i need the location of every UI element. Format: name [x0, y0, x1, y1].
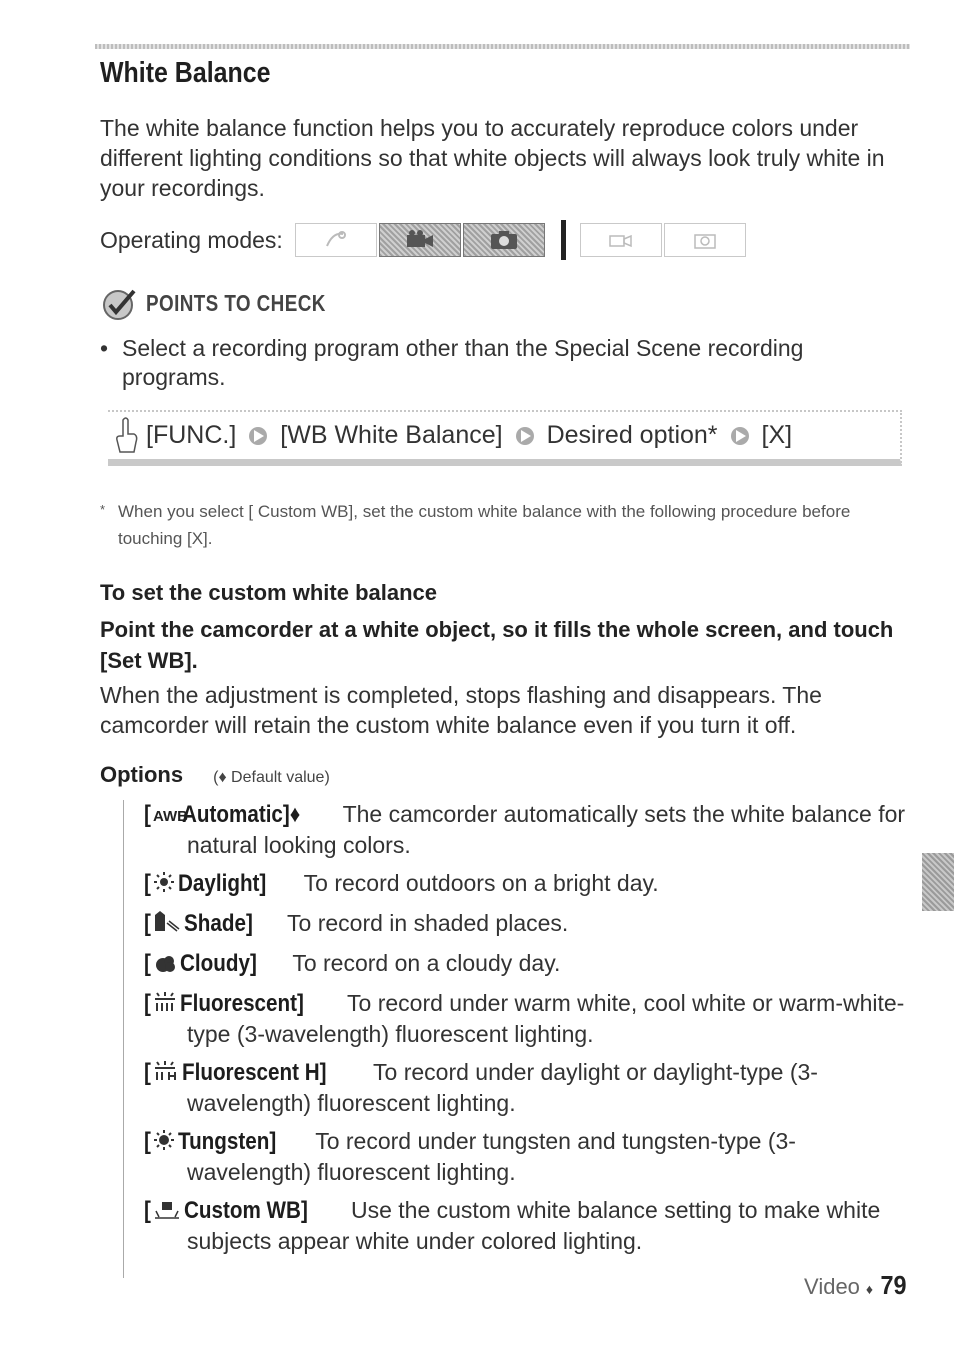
option-bracket: [ [144, 1128, 151, 1155]
mode-separator [561, 220, 566, 260]
option-bracket: [ [144, 1197, 151, 1224]
option-description: To record outdoors on a bright day. [303, 870, 659, 896]
step-white-balance: [WB White Balance] [280, 421, 503, 449]
option-item [124, 869, 914, 900]
intro-paragraph: The white balance function helps you to accurately reproduce colors under different lighting conditions so that white objects will always look truly white in your recordings. [100, 115, 885, 201]
custom-wb-icon [153, 1198, 181, 1227]
option-description: To record under daylight or daylight-type (3-wavelength) fluorescent lighting. [187, 1059, 818, 1116]
option-bracket: [ [144, 870, 151, 897]
option-item [124, 909, 914, 940]
auto-mode-icon [295, 223, 377, 257]
option-name: Fluorescent H] [182, 1059, 327, 1086]
cloud-icon [153, 951, 177, 980]
points-to-check-label: POINTS TO CHECK [146, 289, 326, 316]
step-arrow-icon [513, 426, 537, 446]
footer-separator: ♦ [865, 1281, 874, 1297]
page-footer [804, 1270, 908, 1301]
touch-hand-icon [114, 416, 140, 456]
footnote-text: When you select [ Custom WB], set the custom white balance with the following procedure before touching [X]. [118, 502, 851, 548]
options-list [123, 800, 914, 1278]
option-name: Custom WB] [184, 1197, 308, 1224]
bullet-text: Select a recording program other than the Special Scene recording programs. [122, 335, 804, 390]
options-label: Options [100, 762, 184, 787]
points-to-check [100, 285, 365, 321]
playback-movie-icon [580, 223, 662, 257]
option-name: Tungsten] [178, 1128, 277, 1155]
page-number: 79 [880, 1270, 907, 1300]
bullet-dot-icon: • [100, 335, 109, 361]
option-bracket: [ [144, 910, 151, 937]
footnote-marker: * [100, 502, 106, 517]
option-description: Use the custom white balance setting to make white subjects appear white under colored lighting. [187, 1197, 881, 1254]
bullet-item [100, 334, 910, 392]
operating-modes-label: Operating modes: [100, 226, 283, 253]
option-bracket: [ [144, 801, 151, 828]
option-bracket: [ [144, 1059, 151, 1086]
procedure-steps [146, 421, 792, 450]
step-func: [FUNC.] [146, 421, 237, 449]
checkmark-badge-icon [100, 285, 140, 321]
custom-wb-body: When the adjustment is completed, stops flashing and disappears. The camcorder will retain the custom white balance even if you turn it off. [100, 682, 822, 738]
option-item [124, 1127, 914, 1187]
option-bracket: [ [144, 990, 151, 1017]
option-item [124, 1058, 914, 1118]
step-arrow-icon [246, 426, 270, 446]
fluorescent-icon [153, 991, 177, 1020]
sun-icon [153, 871, 175, 900]
options-default-note: (♦ Default value) [213, 769, 330, 786]
section-tab [922, 853, 954, 911]
option-name: Fluorescent] [180, 990, 304, 1017]
playback-photo-icon [664, 223, 746, 257]
step-close: [X] [761, 421, 793, 449]
options-header [100, 762, 330, 788]
footer-section: Video [804, 1274, 860, 1299]
custom-wb-heading: To set the custom white balance [100, 580, 437, 605]
option-description: To record on a cloudy day. [292, 950, 561, 976]
movie-camera-icon [379, 223, 461, 257]
operating-modes [100, 220, 748, 260]
option-item [124, 989, 914, 1049]
shade-icon [153, 911, 181, 940]
option-item [124, 800, 914, 860]
option-description: To record in shaded places. [287, 910, 569, 936]
option-item [124, 1196, 914, 1256]
option-name: Cloudy] [180, 950, 257, 977]
page-title: White Balance [100, 57, 271, 89]
awb-icon [153, 802, 188, 831]
option-item [124, 949, 914, 980]
still-camera-icon [463, 223, 545, 257]
option-name: Daylight] [178, 870, 267, 897]
option-name: Shade] [184, 910, 253, 937]
custom-wb-instruction: Point the camcorder at a white object, so it fills the whole screen, and touch [Set WB]. [100, 617, 894, 673]
step-arrow-icon [728, 426, 752, 446]
option-description: To record under warm white, cool white or warm-white-type (3-wavelength) fluorescent lighting. [187, 990, 905, 1047]
fluorescent-h-icon [153, 1060, 179, 1089]
top-rule [95, 44, 910, 49]
footnote [100, 498, 910, 552]
svg-text:AWB: AWB [153, 808, 188, 825]
option-name: Automatic]♦ [182, 801, 301, 828]
option-description: The camcorder automatically sets the white balance for natural looking colors. [187, 801, 906, 858]
option-bracket: [ [144, 950, 151, 977]
step-desired-option: Desired option* [546, 421, 718, 449]
option-description: To record under tungsten and tungsten-type (3-wavelength) fluorescent lighting. [187, 1128, 796, 1185]
tungsten-icon [153, 1129, 175, 1158]
procedure-box [108, 410, 902, 466]
